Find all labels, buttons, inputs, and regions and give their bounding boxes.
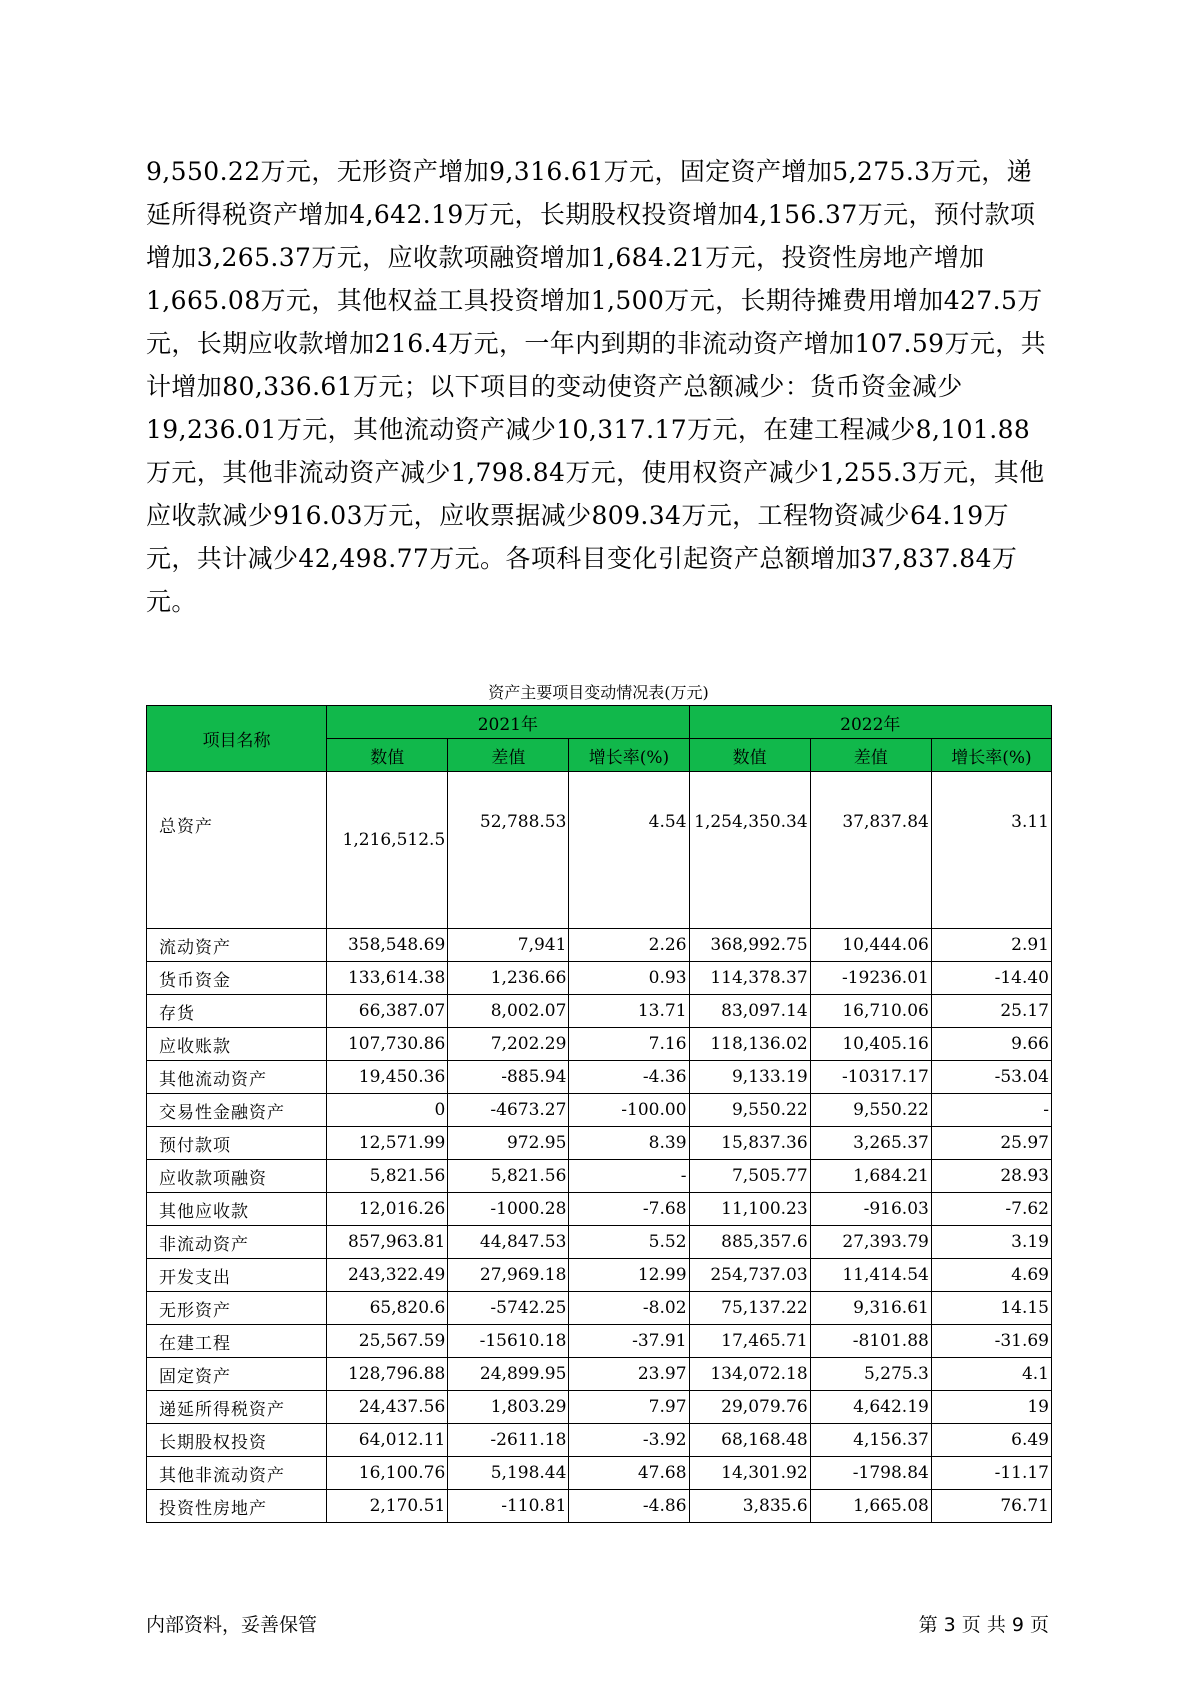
rate-2021: -4.36 xyxy=(569,1061,689,1094)
value-2021: 12,016.26 xyxy=(327,1193,448,1226)
row-name: 递延所得税资产 xyxy=(147,1391,327,1424)
rate-2022: 4.1 xyxy=(931,1358,1051,1391)
table-row xyxy=(147,1358,1052,1391)
rate-2021: - xyxy=(569,1160,689,1193)
diff-2021: -110.81 xyxy=(448,1490,569,1523)
diff-2022: 10,405.16 xyxy=(810,1028,931,1061)
value-2022: 114,378.37 xyxy=(689,962,810,995)
rate-2022: 19 xyxy=(931,1391,1051,1424)
row-name: 其他流动资产 xyxy=(147,1061,327,1094)
row-name: 无形资产 xyxy=(147,1292,327,1325)
value-2022: 17,465.71 xyxy=(689,1325,810,1358)
diff-2022: -1798.84 xyxy=(810,1457,931,1490)
value-2021: 857,963.81 xyxy=(327,1226,448,1259)
diff-2022: 9,550.22 xyxy=(810,1094,931,1127)
value-2021: 5,821.56 xyxy=(327,1160,448,1193)
value-2021: 1,216,512.5 xyxy=(327,772,448,929)
rate-2022: 6.49 xyxy=(931,1424,1051,1457)
value-2021: 12,571.99 xyxy=(327,1127,448,1160)
rate-2021: 23.97 xyxy=(569,1358,689,1391)
value-2022: 29,079.76 xyxy=(689,1391,810,1424)
table-row xyxy=(147,1094,1052,1127)
rate-2021: -7.68 xyxy=(569,1193,689,1226)
rate-2021: -4.86 xyxy=(569,1490,689,1523)
diff-2021: 52,788.53 xyxy=(448,772,569,929)
rate-2021: 4.54 xyxy=(569,772,689,929)
header-rate-2022: 增长率(%) xyxy=(931,739,1051,772)
diff-2022: 9,316.61 xyxy=(810,1292,931,1325)
table-row xyxy=(147,929,1052,962)
rate-2021: -100.00 xyxy=(569,1094,689,1127)
rate-2022: 28.93 xyxy=(931,1160,1051,1193)
table-row xyxy=(147,1028,1052,1061)
row-name: 在建工程 xyxy=(147,1325,327,1358)
row-name: 非流动资产 xyxy=(147,1226,327,1259)
rate-2021: 8.39 xyxy=(569,1127,689,1160)
row-name: 开发支出 xyxy=(147,1259,327,1292)
diff-2021: 24,899.95 xyxy=(448,1358,569,1391)
table-caption: 资产主要项目变动情况表(万元) xyxy=(488,683,709,702)
rate-2021: -3.92 xyxy=(569,1424,689,1457)
value-2021: 25,567.59 xyxy=(327,1325,448,1358)
header-item-name: 项目名称 xyxy=(147,706,327,772)
value-2022: 15,837.36 xyxy=(689,1127,810,1160)
table-row xyxy=(147,1061,1052,1094)
value-2022: 83,097.14 xyxy=(689,995,810,1028)
rate-2022: -53.04 xyxy=(931,1061,1051,1094)
row-name: 应收款项融资 xyxy=(147,1160,327,1193)
diff-2021: -1000.28 xyxy=(448,1193,569,1226)
footer-page-number: 第 3 页 共 9 页 xyxy=(918,1614,1049,1636)
value-2022: 134,072.18 xyxy=(689,1358,810,1391)
value-2021: 16,100.76 xyxy=(327,1457,448,1490)
table-row xyxy=(147,1391,1052,1424)
rate-2022: 3.11 xyxy=(931,772,1051,929)
value-2022: 368,992.75 xyxy=(689,929,810,962)
row-name: 长期股权投资 xyxy=(147,1424,327,1457)
value-2022: 254,737.03 xyxy=(689,1259,810,1292)
value-2021: 358,548.69 xyxy=(327,929,448,962)
diff-2021: 8,002.07 xyxy=(448,995,569,1028)
diff-2021: -5742.25 xyxy=(448,1292,569,1325)
value-2022: 9,133.19 xyxy=(689,1061,810,1094)
rate-2022: 25.17 xyxy=(931,995,1051,1028)
value-2021: 65,820.6 xyxy=(327,1292,448,1325)
header-rate-2021: 增长率(%) xyxy=(569,739,689,772)
table-row xyxy=(147,1259,1052,1292)
value-2021: 2,170.51 xyxy=(327,1490,448,1523)
rate-2022: 9.66 xyxy=(931,1028,1051,1061)
diff-2022: 11,414.54 xyxy=(810,1259,931,1292)
value-2021: 133,614.38 xyxy=(327,962,448,995)
rate-2022: -31.69 xyxy=(931,1325,1051,1358)
table-row xyxy=(147,1127,1052,1160)
diff-2021: 5,198.44 xyxy=(448,1457,569,1490)
table-row xyxy=(147,1292,1052,1325)
value-2022: 1,254,350.34 xyxy=(689,772,810,929)
header-value-2021: 数值 xyxy=(327,739,448,772)
rate-2021: 13.71 xyxy=(569,995,689,1028)
value-2021: 243,322.49 xyxy=(327,1259,448,1292)
rate-2021: 2.26 xyxy=(569,929,689,962)
diff-2022: 5,275.3 xyxy=(810,1358,931,1391)
row-name: 交易性金融资产 xyxy=(147,1094,327,1127)
rate-2022: -11.17 xyxy=(931,1457,1051,1490)
rate-2021: 7.97 xyxy=(569,1391,689,1424)
diff-2022: 1,665.08 xyxy=(810,1490,931,1523)
rate-2022: 76.71 xyxy=(931,1490,1051,1523)
table-row xyxy=(147,1325,1052,1358)
row-name: 投资性房地产 xyxy=(147,1490,327,1523)
rate-2021: -8.02 xyxy=(569,1292,689,1325)
value-2021: 107,730.86 xyxy=(327,1028,448,1061)
diff-2022: -8101.88 xyxy=(810,1325,931,1358)
table-row xyxy=(147,1490,1052,1523)
diff-2021: -885.94 xyxy=(448,1061,569,1094)
value-2022: 68,168.48 xyxy=(689,1424,810,1457)
value-2022: 885,357.6 xyxy=(689,1226,810,1259)
table-row xyxy=(147,995,1052,1028)
rate-2021: 7.16 xyxy=(569,1028,689,1061)
table-row xyxy=(147,1424,1052,1457)
value-2022: 118,136.02 xyxy=(689,1028,810,1061)
table-row xyxy=(147,1226,1052,1259)
row-name: 存货 xyxy=(147,995,327,1028)
row-name: 货币资金 xyxy=(147,962,327,995)
rate-2021: 12.99 xyxy=(569,1259,689,1292)
diff-2022: 3,265.37 xyxy=(810,1127,931,1160)
header-diff-2021: 差值 xyxy=(448,739,569,772)
table-row-total-assets xyxy=(147,772,1052,929)
diff-2022: -916.03 xyxy=(810,1193,931,1226)
value-2021: 128,796.88 xyxy=(327,1358,448,1391)
rate-2022: -14.40 xyxy=(931,962,1051,995)
value-2022: 9,550.22 xyxy=(689,1094,810,1127)
header-value-2022: 数值 xyxy=(689,739,810,772)
diff-2022: 37,837.84 xyxy=(810,772,931,929)
value-2021: 19,450.36 xyxy=(327,1061,448,1094)
row-name: 其他应收款 xyxy=(147,1193,327,1226)
diff-2021: 44,847.53 xyxy=(448,1226,569,1259)
value-2022: 75,137.22 xyxy=(689,1292,810,1325)
row-name: 应收账款 xyxy=(147,1028,327,1061)
header-year-2021: 2021年 xyxy=(327,706,689,739)
diff-2021: 7,202.29 xyxy=(448,1028,569,1061)
table-row xyxy=(147,1160,1052,1193)
diff-2021: 7,941 xyxy=(448,929,569,962)
diff-2022: 4,156.37 xyxy=(810,1424,931,1457)
body-paragraph: 9,550.22万元，无形资产增加9,316.61万元，固定资产增加5,275.3万元，递延所得税资产增加4,642.19万元，长期股权投资增加4,156.37万元，预付款项增加3,265.37万元，应收款项融资增加1,684.21万元，投资性房地产增加1,665.08万元，其他权益工具投资增加1,500万元，长期待摊费用增加427.5万元，长期应收款增加216.4万元，一年内到期的非流动资产增加107.59万元，共计增加80,336.61万元；以下项目的变动使资产总额减少：货币资金减少19,236.01万元，其他流动资产减少10,317.17万元，在建工程减少8,101.88万元，其他非流动资产减少1,798.84万元，使用权资产减少1,255.3万元，其他应收款减少916.03万元，应收票据减少809.34万元，工程物资减少64.19万元，共计减少42,498.77万元。各项科目变化引起资产总额增加37,837.84万元。 xyxy=(146,157,1047,616)
diff-2021: 5,821.56 xyxy=(448,1160,569,1193)
diff-2021: -2611.18 xyxy=(448,1424,569,1457)
row-name: 其他非流动资产 xyxy=(147,1457,327,1490)
rate-2022: -7.62 xyxy=(931,1193,1051,1226)
rate-2022: 2.91 xyxy=(931,929,1051,962)
diff-2022: 10,444.06 xyxy=(810,929,931,962)
rate-2021: -37.91 xyxy=(569,1325,689,1358)
diff-2021: 1,236.66 xyxy=(448,962,569,995)
rate-2022: - xyxy=(931,1094,1051,1127)
table-row xyxy=(147,962,1052,995)
rate-2021: 0.93 xyxy=(569,962,689,995)
table-row xyxy=(147,1193,1052,1226)
value-2021: 24,437.56 xyxy=(327,1391,448,1424)
value-2022: 3,835.6 xyxy=(689,1490,810,1523)
row-name: 总资产 xyxy=(147,772,327,929)
rate-2022: 4.69 xyxy=(931,1259,1051,1292)
diff-2021: 972.95 xyxy=(448,1127,569,1160)
value-2021: 64,012.11 xyxy=(327,1424,448,1457)
diff-2021: 27,969.18 xyxy=(448,1259,569,1292)
diff-2021: 1,803.29 xyxy=(448,1391,569,1424)
diff-2022: -19236.01 xyxy=(810,962,931,995)
value-2021: 0 xyxy=(327,1094,448,1127)
diff-2022: 27,393.79 xyxy=(810,1226,931,1259)
value-2021: 66,387.07 xyxy=(327,995,448,1028)
value-2022: 14,301.92 xyxy=(689,1457,810,1490)
diff-2022: -10317.17 xyxy=(810,1061,931,1094)
header-year-2022: 2022年 xyxy=(689,706,1051,739)
diff-2022: 1,684.21 xyxy=(810,1160,931,1193)
row-name: 固定资产 xyxy=(147,1358,327,1391)
value-2022: 11,100.23 xyxy=(689,1193,810,1226)
footer-confidential-note: 内部资料，妥善保管 xyxy=(146,1614,318,1636)
rate-2022: 14.15 xyxy=(931,1292,1051,1325)
rate-2021: 5.52 xyxy=(569,1226,689,1259)
value-2022: 7,505.77 xyxy=(689,1160,810,1193)
diff-2021: -15610.18 xyxy=(448,1325,569,1358)
rate-2022: 3.19 xyxy=(931,1226,1051,1259)
diff-2022: 4,642.19 xyxy=(810,1391,931,1424)
asset-change-table xyxy=(146,705,1052,1523)
diff-2021: -4673.27 xyxy=(448,1094,569,1127)
rate-2021: 47.68 xyxy=(569,1457,689,1490)
row-name: 流动资产 xyxy=(147,929,327,962)
header-diff-2022: 差值 xyxy=(810,739,931,772)
row-name: 预付款项 xyxy=(147,1127,327,1160)
table-row xyxy=(147,1457,1052,1490)
rate-2022: 25.97 xyxy=(931,1127,1051,1160)
diff-2022: 16,710.06 xyxy=(810,995,931,1028)
